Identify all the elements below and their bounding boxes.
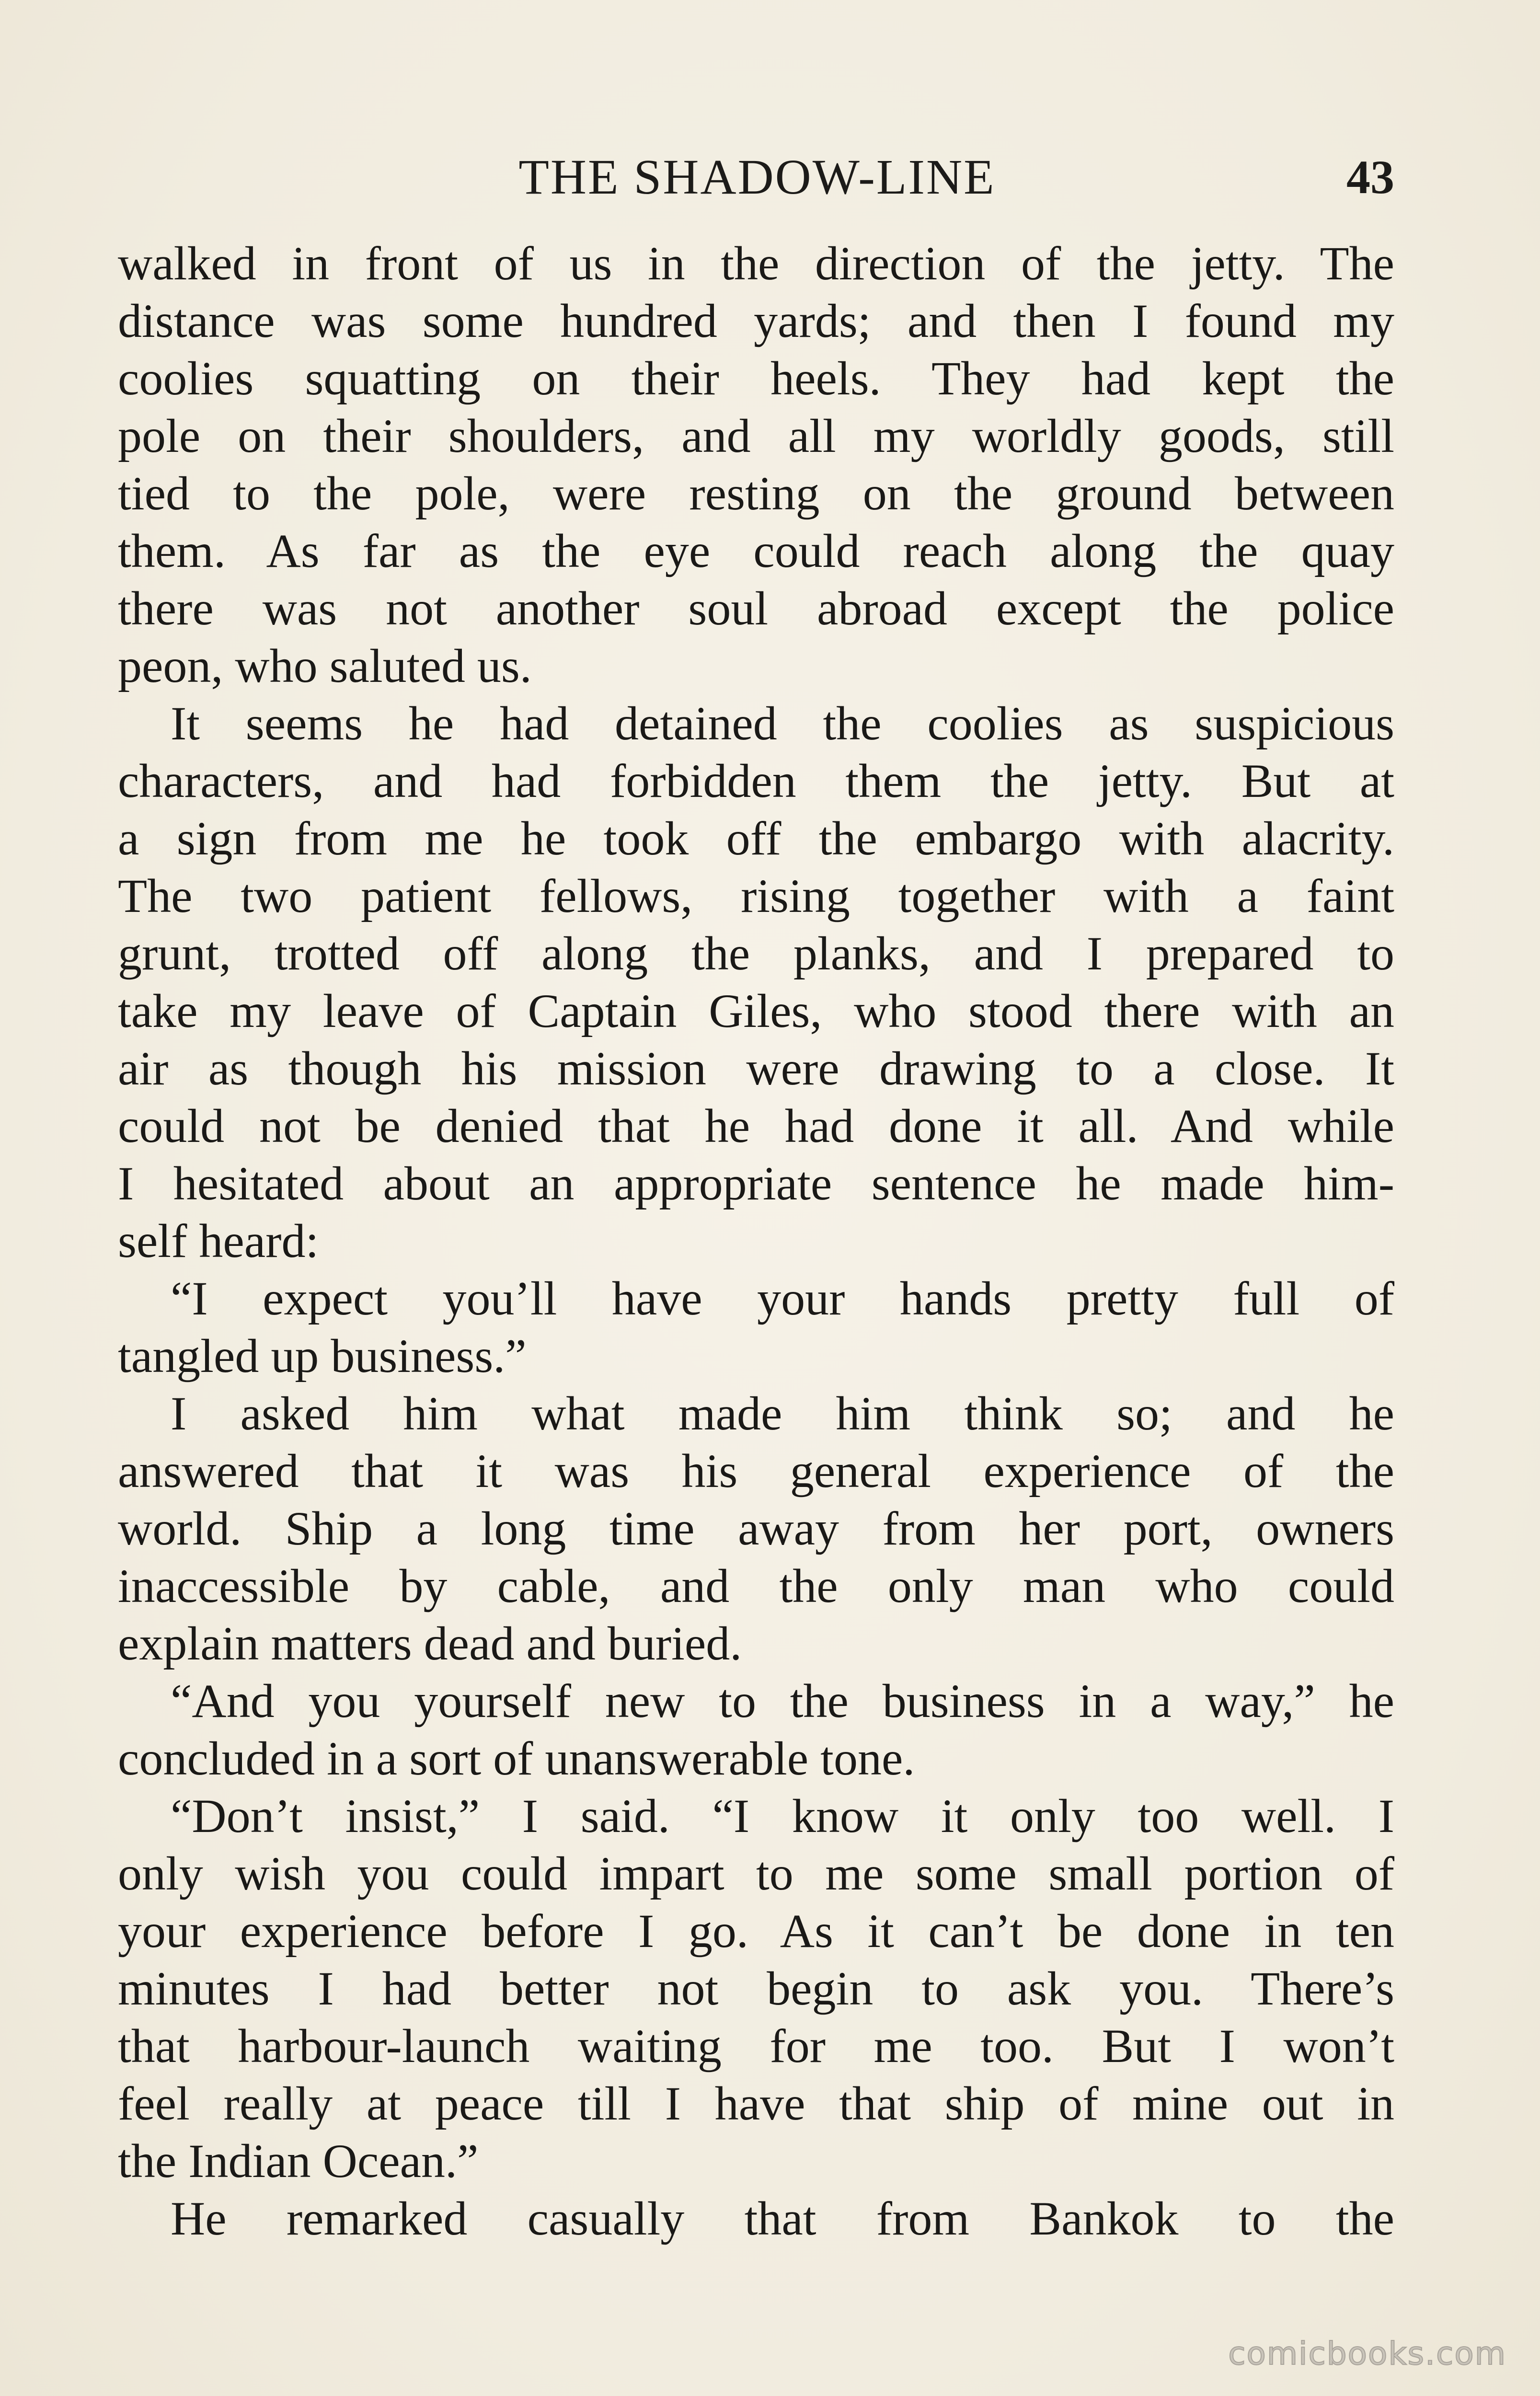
text-line: that harbour-launch waiting for me too. But I won’t	[118, 2019, 1394, 2073]
text-line: tangled up business.”	[118, 1329, 527, 1382]
text-line: minutes I had better not begin to ask you. There’s	[118, 1962, 1394, 2015]
text-line: inaccessible by cable, and the only man who could	[118, 1559, 1394, 1613]
text-line: feel really at peace till I have that ship of mine out in	[118, 2077, 1394, 2130]
text-line: I asked him what made him think so; and he	[171, 1387, 1394, 1440]
text-line: explain matters dead and buried.	[118, 1617, 742, 1670]
text-line: walked in front of us in the direction of the jetty. The	[118, 237, 1394, 290]
text-line: a sign from me he took off the embargo with alacrity.	[118, 812, 1394, 865]
text-line: could not be denied that he had done it all. And while	[118, 1099, 1394, 1152]
text-line: peon, who saluted us.	[118, 639, 532, 692]
text-line: your experience before I go. As it can’t be done in ten	[118, 1904, 1394, 1958]
text-line: world. Ship a long time away from her port, owners	[118, 1502, 1394, 1555]
text-line: the Indian Ocean.”	[118, 2134, 479, 2188]
text-line: characters, and had forbidden them the jetty. But at	[118, 754, 1394, 807]
text-line: I hesitated about an appropriate sentence he made him-	[118, 1157, 1394, 1210]
running-title: THE SHADOW-LINE	[518, 150, 996, 205]
text-line: self heard:	[118, 1214, 319, 1267]
text-line: “And you yourself new to the business in a way,” he	[171, 1674, 1394, 1728]
text-line: coolies squatting on their heels. They had kept the	[118, 352, 1394, 405]
watermark-logo: comicbooks.com	[1228, 2335, 1506, 2372]
text-line: He remarked casually that from Bankok to the	[171, 2192, 1394, 2245]
text-line: pole on their shoulders, and all my worldly goods, still	[118, 409, 1394, 462]
text-line: take my leave of Captain Giles, who stood there with an	[118, 984, 1394, 1037]
text-line: “I expect you’ll have your hands pretty full of	[171, 1272, 1394, 1325]
text-line: air as though his mission were drawing to a close. It	[118, 1042, 1394, 1095]
text-line: only wish you could impart to me some small portion of	[118, 1847, 1394, 1900]
text-line: “Don’t insist,” I said. “I know it only too well. I	[171, 1789, 1394, 1843]
page-number: 43	[1346, 150, 1394, 204]
body-text	[118, 235, 1394, 2247]
text-line: It seems he had detained the coolies as suspicious	[171, 697, 1394, 750]
text-line: concluded in a sort of unanswerable tone.	[118, 1732, 915, 1785]
text-line: The two patient fellows, rising together with a faint	[118, 869, 1394, 922]
text-line: them. As far as the eye could reach along the quay	[118, 524, 1394, 577]
text-line: tied to the pole, were resting on the ground between	[118, 467, 1394, 520]
text-line: distance was some hundred yards; and then I found my	[118, 294, 1394, 347]
running-head	[120, 144, 1394, 211]
text-line: there was not another soul abroad except the police	[118, 582, 1394, 635]
text-line: answered that it was his general experience of the	[118, 1444, 1394, 1498]
text-line: grunt, trotted off along the planks, and I prepared to	[118, 927, 1394, 980]
